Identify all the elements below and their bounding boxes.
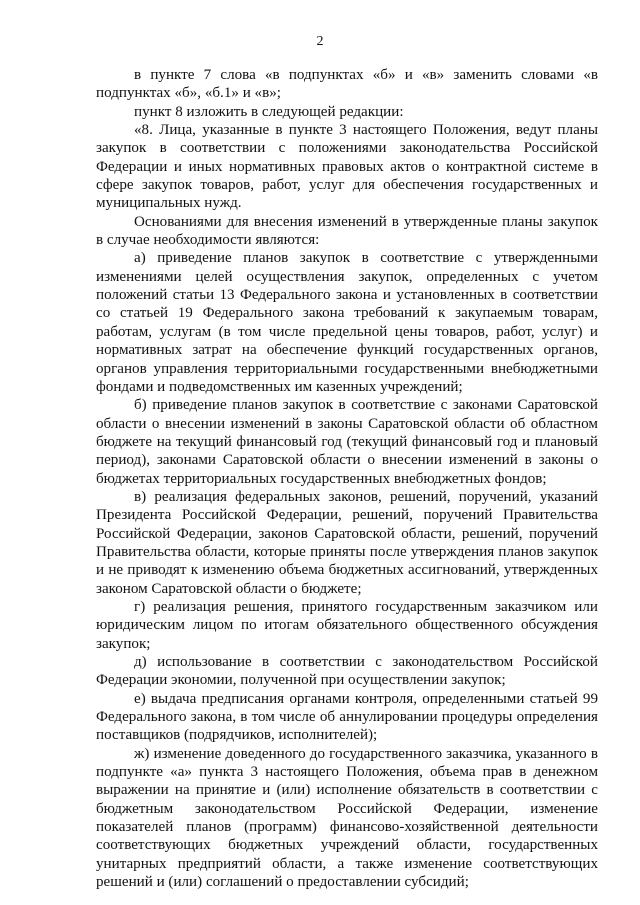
document-body <box>96 66 598 891</box>
paragraph-item-e: е) выдача предписания органами контроля, определенными статьей 99 Федерального закона, в том числе об аннулировании процедуры определения поставщиков (подрядчиков, исполнителей); <box>96 690 598 744</box>
paragraph-item-v: в) реализация федеральных законов, решений, поручений, указаний Президента Российской Федерации, решений, поручений Правительства Российской Федерации, законов Саратовской области, решений, поручений Правительства области, которые приняты после утверждения планов закупок и не приводят к изменению объема бюджетных ассигнований, утвержденных законом Саратовской области о бюджете; <box>96 488 598 597</box>
paragraph-amend-point-7: в пункте 7 слова «в подпунктах «б» и «в» заменить словами «в подпунктах «б», «б.1» и «в»; <box>96 67 598 102</box>
paragraph-grounds-intro: Основаниями для внесения изменений в утвержденные планы закупок в случае необходимости являются: <box>96 213 598 249</box>
paragraph-item-a: а) приведение планов закупок в соответствие с утвержденными изменениями целей осуществления закупок, определенных с учетом положений статьи 13 Федерального закона и установленных в соответствии со статьей 19 Федерального закона требований к закупаемым товарам, работам, услугам (в том числе предельной цены товаров, работ, услуг) и нормативных затрат на обеспечение функций государственных органов, органов управления территориальными государственными внебюджетными фондами и подведомственных им казенных учреждений; <box>96 250 598 395</box>
paragraph-item-b: б) приведение планов закупок в соответствие с законами Саратовской области о внесении изменений в законы Саратовской области об областном бюджете на текущий финансовый год (текущий финансовый год и плановый период), законами Саратовской области о внесении изменений в законы о бюджетах территориальных государственных внебюджетных фондов; <box>96 397 598 487</box>
paragraph-item-g: г) реализация решения, принятого государственным заказчиком или юридическим лицом по итогам обязательного общественного обсуждения закупок; <box>96 598 598 652</box>
paragraph-point-8-text: «8. Лица, указанные в пункте 3 настоящего Положения, ведут планы закупок в соответствии с положениями законодательства Российской Федерации и иных нормативных правовых актов о контрактной системе в сфере закупок товаров, работ, услуг для обеспечения государственных и муниципальных нужд. <box>96 122 598 212</box>
page-number: 2 <box>316 34 324 49</box>
paragraph-item-zh: ж) изменение доведенного до государственного заказчика, указанного в подпункте «а» пункта 3 настоящего Положения, объема прав в денежном выражении на принятие и (или) исполнение обязательств в соответствии с бюджетным законодательством Российской Федерации, изменение показателей планов (программ) финансово-хозяйственной деятельности соответствующих бюджетных учреждений области, государственных унитарных предприятий области, а также изменение соответствующих решений и (или) соглашений о предоставлении субсидий; <box>96 745 598 891</box>
paragraph-item-d: д) использование в соответствии с законодательством Российской Федерации экономии, полученной при осуществлении закупок; <box>96 654 598 689</box>
paragraph-amend-point-8-intro: пункт 8 изложить в следующей редакции: <box>134 103 404 120</box>
